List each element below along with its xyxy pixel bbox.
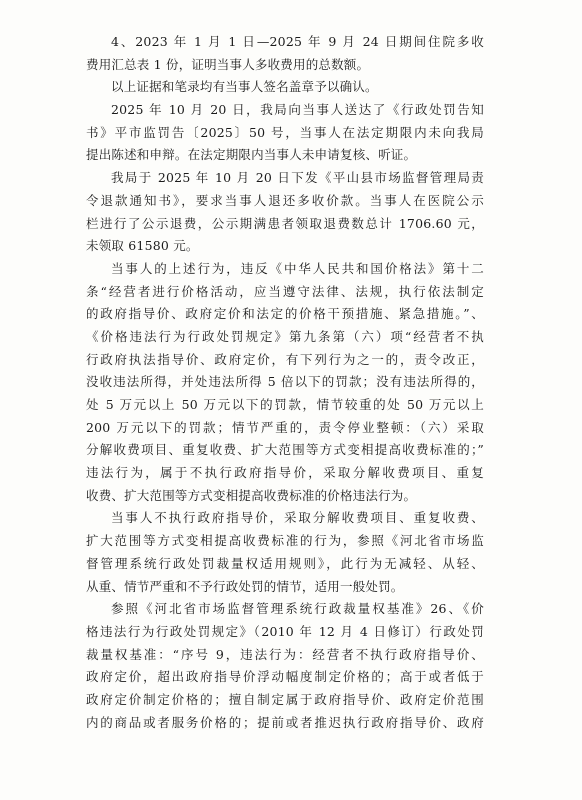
text-line: 200 万元以下的罚款；情节严重的，责令停业整顿：（六）采取 — [86, 419, 484, 435]
text-line: 费用汇总表 1 份，证明当事人多收费用的总数额。 — [86, 56, 370, 72]
text-line: 行政府执法指导价、政府定价，有下列行为之一的，责令改正， — [86, 351, 484, 367]
text-line: 处 5 万元以上 50 万元以下的罚款，情节较重的处 50 万元以上 — [86, 397, 484, 412]
text-line: 没收违法所得，并处违法所得 5 倍以下的罚款；没有违法所得的， — [86, 374, 484, 390]
document-body — [86, 31, 484, 734]
text-line: 4、2023 年 1 月 1 日—2025 年 9 月 24 日期间住院多收 — [111, 34, 484, 49]
text-line: 以上证据和笔录均有当事人签名盖章予以确认。 — [111, 79, 378, 95]
text-line: 我局于 2025 年 10 月 20 日下发《平山县市场监督管理局责 — [111, 170, 484, 186]
text-line: 政府定价制定价格的；擅自制定属于政府指导价、政府定价范围 — [86, 691, 484, 707]
text-line: 的政府指导价、政府定价和法定的价格干预措施、紧急措施。”、 — [86, 306, 484, 322]
text-line: 《价格违法行为行政处罚规定》第九条第（六）项“经营者不执 — [86, 328, 484, 344]
text-line: 当事人的上述行为，违反《中华人民共和国价格法》第十二 — [111, 260, 484, 276]
text-line: 违法行为，属于不执行政府指导价，采取分解收费项目、重复 — [86, 465, 484, 481]
text-line: 督管理系统行政处罚裁量权适用规则》，此行为无减轻、从轻、 — [86, 555, 484, 571]
text-line: 当事人不执行政府指导价，采取分解收费项目、重复收费、 — [111, 510, 484, 526]
text-line: 条“经营者进行价格活动，应当遵守法律、法规，执行依法制定 — [86, 283, 484, 299]
text-line: 提出陈述和申辩。在法定期限内当事人未申请复核、听证。 — [86, 147, 417, 163]
text-line: 收费、扩大范围等方式变相提高收费标准的价格违法行为。 — [86, 487, 417, 503]
text-line: 内的商品或者服务价格的；提前或者推迟执行政府指导价、政府 — [86, 714, 484, 730]
text-line: 2025 年 10 月 20 日，我局向当事人送达了《行政处罚告知 — [111, 102, 484, 118]
text-line: 裁量权基准：“序号 9，违法行为：经营者不执行政府指导价、 — [86, 646, 484, 662]
text-line: 扩大范围等方式变相提高收费标准的行为，参照《河北省市场监 — [86, 533, 484, 549]
text-line: 栏进行了公示退费，公示期满患者领取退费数总计 1706.60 元， — [86, 215, 484, 231]
text-line: 参照《河北省市场监督管理系统行政裁量权基准》26、《价 — [111, 601, 484, 617]
text-line: 分解收费项目、重复收费、扩大范围等方式变相提高收费标准的；” — [86, 442, 484, 458]
text-line: 令退款通知书》，要求当事人退还多收价款。当事人在医院公示 — [86, 192, 484, 208]
text-line: 未领取 61580 元。 — [86, 238, 199, 254]
text-line: 格违法行为行政处罚规定》（2010 年 12 月 4 日修订）行政处罚 — [86, 623, 484, 639]
text-line: 书》平市监罚告〔2025〕50 号，当事人在法定期限内未向我局 — [86, 124, 484, 140]
text-line: 政府定价，超出政府指导价浮动幅度制定价格的；高于或者低于 — [86, 669, 484, 685]
text-line: 从重、情节严重和不予行政处罚的情节，适用一般处罚。 — [86, 578, 404, 594]
